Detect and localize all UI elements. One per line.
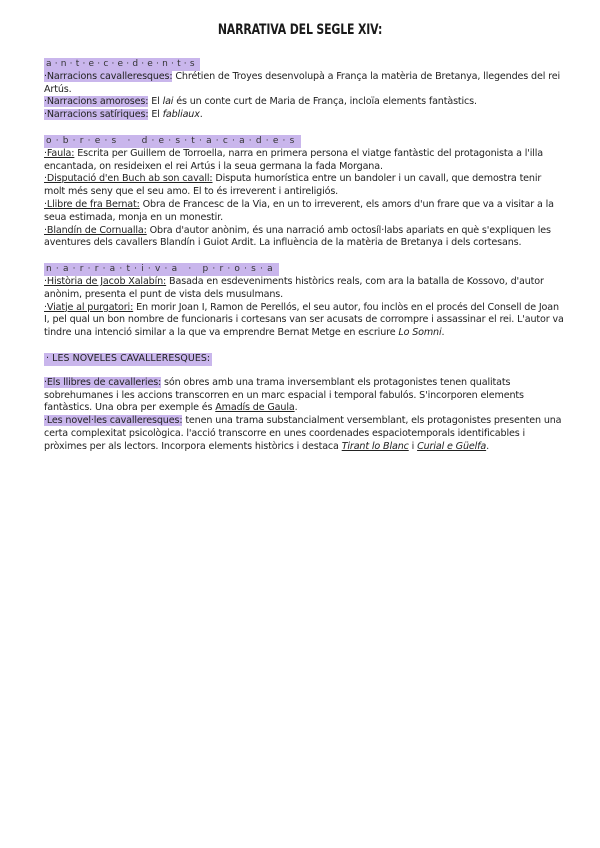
- section-antecedents: [44, 58, 564, 122]
- item-text: .: [441, 327, 445, 339]
- section-heading-noveles: · LES NOVELES CAVALLERESQUES:: [46, 352, 211, 364]
- item-text: és un conte curt de Maria de França, incloïa elements fantàstics.: [173, 96, 477, 108]
- list-item: [44, 109, 564, 122]
- item-text: En morir Joan I, Ramon de Perellós, el seu autor, fou inclòs en el procés del Consell de Joan I, pel qual un bon nombre de funcionaris i cortesans van ser acusats de corrompre i assassinar el rei. L'autor va tindre una intenció similar a la que va emprendre Bernat Metge en escriure: [44, 301, 564, 339]
- item-italic: lai: [162, 96, 174, 108]
- section-narrativa-prosa: [44, 263, 564, 340]
- section-heading-obres: o·b·r·e·s · d·e·s·t·a·c·a·d·e·s: [46, 135, 299, 146]
- item-text: El: [148, 109, 163, 121]
- item-text: Disputa humorística entre un bandoler i un cavall, que demostra tenir molt més seny que el seu amo. El to és irreverent i antireligiós.: [44, 173, 542, 198]
- item-label: ·Faula:: [44, 147, 75, 159]
- item-italic: Lo Somni: [398, 327, 442, 339]
- item-label: ·Viatje al purgatori:: [44, 301, 134, 313]
- list-item: [44, 173, 564, 199]
- section-heading-prosa: n·a·r·r·a·t·i·v·a · p·r·o·s·a: [46, 264, 277, 275]
- item-text: Basada en esdeveniments històrics reals, com ara la batalla de Kossovo, d'autor anònim, presenta el punt de vista dels musulmans.: [44, 275, 544, 300]
- list-item: [44, 96, 564, 109]
- item-label: ·Les novel·les cavalleresques:: [44, 415, 183, 427]
- item-label: ·Disputació d'en Buch ab son cavall:: [44, 173, 213, 185]
- item-label: ·Narracions cavalleresques:: [44, 70, 173, 82]
- item-text: són obres amb una trama inversemblant els protagonistes tenen qualitats sobrehumanes i les accions transcorren en un marc espacial i temporal fabulós. S'incorporen elements fantàstics. Una obra per exemple és: [44, 376, 524, 414]
- item-label: ·Els llibres de cavalleries:: [44, 376, 162, 388]
- list-item: [44, 199, 564, 225]
- item-text: El: [148, 96, 163, 108]
- section-heading-antecedents: a·n·t·e·c·e·d·e·n·t·s: [46, 59, 198, 69]
- item-text: .: [486, 440, 490, 452]
- list-item: [44, 148, 564, 174]
- list-item: [44, 377, 564, 415]
- item-label: ·Història de Jacob Xalabín:: [44, 275, 167, 287]
- item-label: ·Narracions satíriques:: [44, 109, 149, 121]
- item-text: .: [294, 402, 298, 414]
- item-italic: fabliaux: [162, 109, 200, 121]
- list-item: [44, 71, 564, 97]
- item-label: ·Llibre de fra Bernat:: [44, 198, 140, 210]
- work-title: Curial e Güelfa: [417, 440, 487, 452]
- item-text: Obra de Francesc de la Via, en un to irreverent, els amors d'un frare que va a visitar a la seua estimada, monja en un monestir.: [44, 198, 554, 223]
- list-item: [44, 415, 564, 453]
- work-title: Tirant lo Blanc: [341, 440, 409, 452]
- item-text: i: [408, 440, 418, 452]
- work-title: Amadís de Gaula: [215, 402, 295, 414]
- item-label: ·Narracions amoroses:: [44, 96, 149, 108]
- item-text: .: [199, 109, 203, 121]
- list-item: [44, 225, 564, 251]
- item-text: Chrétien de Troyes desenvolupà a França la matèria de Bretanya, llegendes del rei Artús.: [44, 70, 560, 95]
- page-title: NARRATIVA DEL SEGLE XIV:: [217, 22, 383, 38]
- list-item: [44, 302, 564, 340]
- section-obres-destacades: [44, 135, 564, 250]
- document-body: [44, 58, 564, 467]
- section-noveles-cavalleresques: [44, 353, 564, 454]
- item-text: Escrita per Guillem de Torroella, narra en primera persona el viatge fantàstic del protagonista a l'illa encantada, on resideixen el rei Artús i la seua germana la fada Morgana.: [44, 147, 544, 172]
- list-item: [44, 276, 564, 302]
- item-text: tenen una trama substancialment versemblant, els protagonistes presenten una certa complexitat psicològica. l'acció transcorre en unes coordenades espaciotemporals identificables i pròximes per als lectors. Incorpora elements històrics i destaca: [44, 415, 562, 452]
- item-text: Obra d'autor anònim, és una narració amb octosíl·labs apariats en què s'expliquen les aventures dels cavallers Blandín i Guiot Ardit. La influència de la matèria de Bretanya i dels cortesans.: [44, 224, 551, 249]
- item-label: ·Blandín de Cornualla:: [44, 224, 147, 236]
